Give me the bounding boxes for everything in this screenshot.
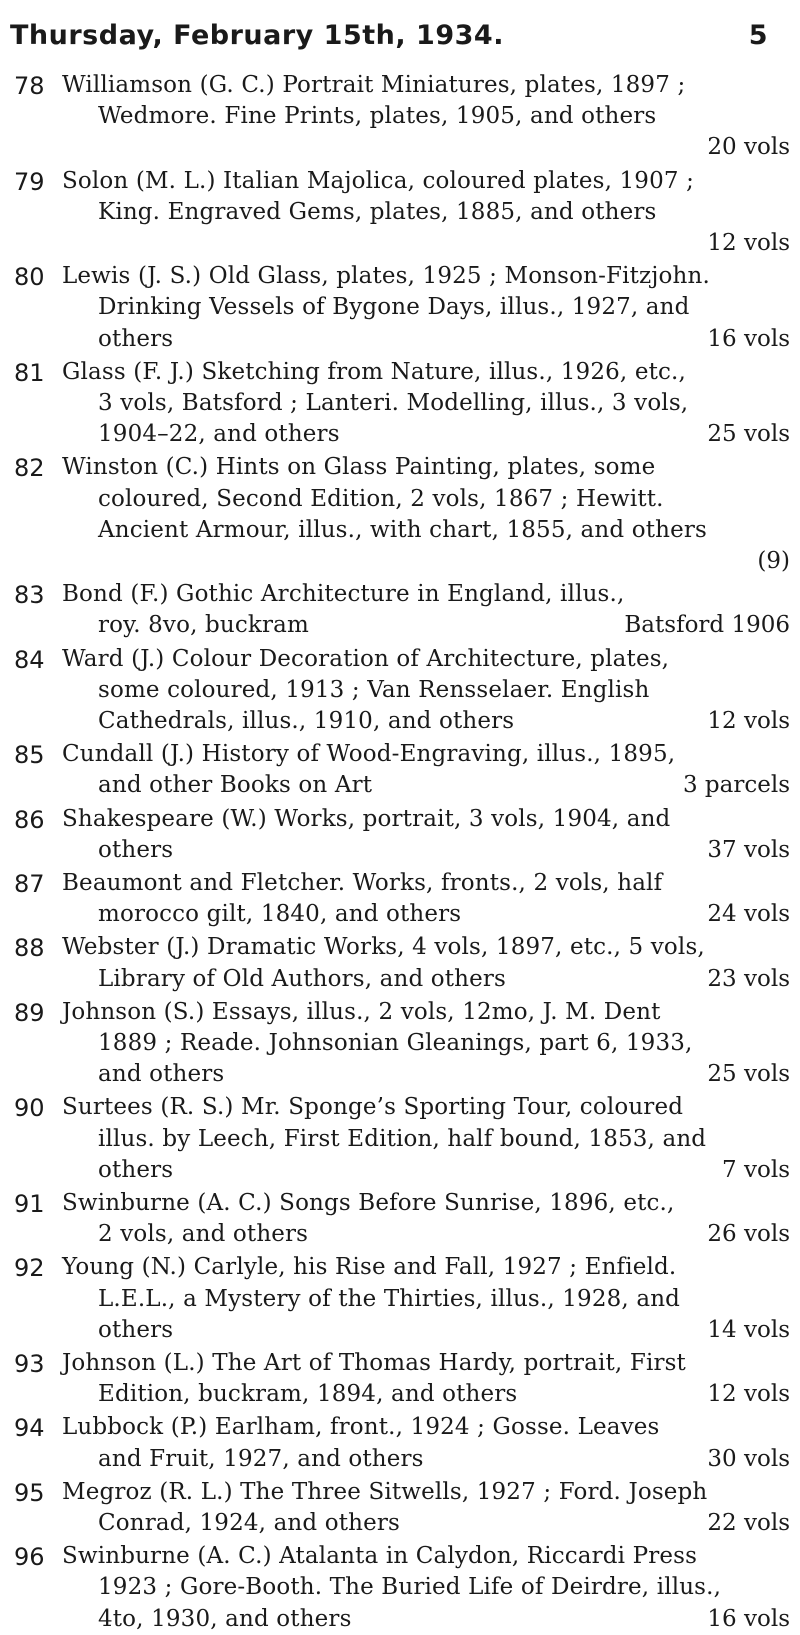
lot-description-line: Glass (F. J.) Sketching from Nature, illus., 1926, etc.,: [62, 358, 686, 385]
lot-quantity: 16 vols: [707, 325, 790, 352]
lot-quantity: 7 vols: [722, 1156, 790, 1183]
lot-number: 81: [14, 358, 45, 387]
lot-description-line: Webster (J.) Dramatic Works, 4 vols, 1897, etc., 5 vols,: [62, 934, 705, 961]
lot-description-line: Lewis (J. S.) Old Glass, plates, 1925 ; Monson-Fitzjohn.: [62, 263, 710, 290]
lot-quantity: 3 parcels: [682, 772, 790, 799]
lot-description-line: others: [98, 1316, 174, 1343]
lot-number: 79: [14, 167, 45, 196]
lot-description-line: Young (N.) Carlyle, his Rise and Fall, 1927 ; Enfield.: [62, 1254, 677, 1281]
lot-description-line: Surtees (R. S.) Mr. Sponge’s Sporting Tour, coloured: [62, 1094, 684, 1121]
lot-description-line: Library of Old Authors, and others: [98, 965, 506, 992]
lot-number: 90: [14, 1094, 45, 1123]
lot-number: 96: [14, 1543, 45, 1572]
lot-quantity: 12 vols: [707, 229, 790, 256]
lot-quantity: 12 vols: [707, 1381, 790, 1408]
lot-number: 80: [14, 263, 45, 292]
lot-description-line: Wedmore. Fine Prints, plates, 1905, and others: [98, 103, 657, 130]
lot-description-line: Johnson (S.) Essays, illus., 2 vols, 12mo, J. M. Dent: [62, 998, 661, 1025]
lot-number: 86: [14, 805, 45, 834]
lot-description-line: Beaumont and Fletcher. Works, fronts., 2 vols, half: [62, 870, 663, 896]
lot-number: 83: [14, 581, 45, 610]
lot-quantity: 22 vols: [707, 1509, 790, 1536]
lot-description-line: Conrad, 1924, and others: [98, 1509, 400, 1536]
lot-number: 88: [14, 934, 45, 963]
lot-description-line: Solon (M. L.) Italian Majolica, coloured plates, 1907 ;: [62, 167, 695, 194]
lot-quantity: (9): [757, 547, 790, 574]
lot-description-line: Johnson (L.) The Art of Thomas Hardy, portrait, First: [62, 1350, 686, 1376]
lot-number: 85: [14, 741, 45, 770]
lot-description-line: Cundall (J.) History of Wood-Engraving, illus., 1895,: [62, 741, 676, 768]
lot-description-line: L.E.L., a Mystery of the Thirties, illus., 1928, and: [98, 1285, 681, 1312]
lot-quantity: 20 vols: [707, 134, 790, 161]
lot-quantity: 16 vols: [707, 1605, 790, 1632]
lot-description-line: illus. by Leech, First Edition, half bound, 1853, and: [98, 1125, 707, 1152]
lot-description-line: coloured, Second Edition, 2 vols, 1867 ; Hewitt.: [98, 485, 664, 512]
lot-description-line: Ward (J.) Colour Decoration of Architecture, plates,: [62, 645, 670, 672]
lot-number: 91: [14, 1190, 45, 1218]
lot-description-line: Edition, buckram, 1894, and others: [98, 1381, 518, 1408]
lot-number: 87: [14, 870, 45, 898]
lot-description-line: Drinking Vessels of Bygone Days, illus., 1927, and: [98, 294, 690, 321]
lot-description-line: Lubbock (P.) Earlham, front., 1924 ; Gosse. Leaves: [62, 1414, 660, 1441]
lot-description-line: morocco gilt, 1840, and others: [98, 901, 462, 928]
lot-quantity: 25 vols: [707, 421, 790, 448]
lot-number: 93: [14, 1350, 45, 1378]
lot-description-line: Bond (F.) Gothic Architecture in England, illus.,: [62, 581, 625, 608]
sale-date: Thursday, February 15th, 1934.: [10, 20, 504, 51]
lot-number: 78: [14, 72, 45, 100]
lot-description-line: Cathedrals, illus., 1910, and others: [98, 707, 515, 734]
lot-number: 92: [14, 1254, 45, 1283]
lot-quantity: Batsford 1906: [624, 612, 790, 639]
lot-description-line: and others: [98, 1061, 225, 1088]
lot-description-line: and Fruit, 1927, and others: [98, 1445, 424, 1472]
lot-quantity: 24 vols: [707, 901, 790, 928]
lot-quantity: 25 vols: [707, 1061, 790, 1088]
lot-quantity: 30 vols: [707, 1445, 790, 1472]
lot-description-line: Ancient Armour, illus., with chart, 1855, and others: [98, 516, 707, 543]
page-number: 5: [748, 20, 768, 51]
lot-description-line: roy. 8vo, buckram: [98, 612, 309, 639]
lot-description-line: Shakespeare (W.) Works, portrait, 3 vols, 1904, and: [62, 805, 671, 832]
lot-description-line: 1923 ; Gore-Booth. The Buried Life of Deirdre, illus.,: [98, 1574, 722, 1601]
lot-description-line: others: [98, 1156, 174, 1183]
lot-description-line: Swinburne (A. C.) Songs Before Sunrise, 1896, etc.,: [62, 1190, 675, 1216]
lot-quantity: 14 vols: [707, 1316, 790, 1343]
lot-description-line: Winston (C.) Hints on Glass Painting, plates, some: [62, 454, 656, 481]
lot-quantity: 23 vols: [707, 965, 790, 992]
lot-description-line: others: [98, 325, 174, 352]
lot-description-line: some coloured, 1913 ; Van Rensselaer. English: [98, 676, 650, 703]
lot-description-line: 1889 ; Reade. Johnsonian Gleanings, part 6, 1933,: [98, 1029, 693, 1056]
lot-number: 95: [14, 1478, 45, 1507]
lot-quantity: 26 vols: [707, 1221, 790, 1248]
lot-number: 89: [14, 998, 45, 1027]
lot-number: 94: [14, 1414, 45, 1443]
lot-description-line: Williamson (G. C.) Portrait Miniatures, plates, 1897 ;: [62, 72, 686, 98]
lot-number: 84: [14, 645, 45, 674]
lot-description-line: 3 vols, Batsford ; Lanteri. Modelling, illus., 3 vols,: [98, 389, 689, 416]
lot-description-line: Megroz (R. L.) The Three Sitwells, 1927 ; Ford. Joseph: [62, 1478, 708, 1505]
lot-description-line: others: [98, 836, 174, 863]
lot-description-line: and other Books on Art: [98, 772, 373, 799]
lot-quantity: 12 vols: [707, 707, 790, 734]
lot-description-line: 2 vols, and others: [98, 1221, 309, 1248]
lot-description-line: 1904–22, and others: [98, 421, 340, 448]
lot-quantity: 37 vols: [707, 836, 790, 863]
lot-number: 82: [14, 454, 45, 483]
lot-description-line: 4to, 1930, and others: [98, 1605, 352, 1632]
lot-description-line: Swinburne (A. C.) Atalanta in Calydon, Riccardi Press: [62, 1543, 698, 1570]
lot-description-line: King. Engraved Gems, plates, 1885, and others: [98, 198, 657, 225]
